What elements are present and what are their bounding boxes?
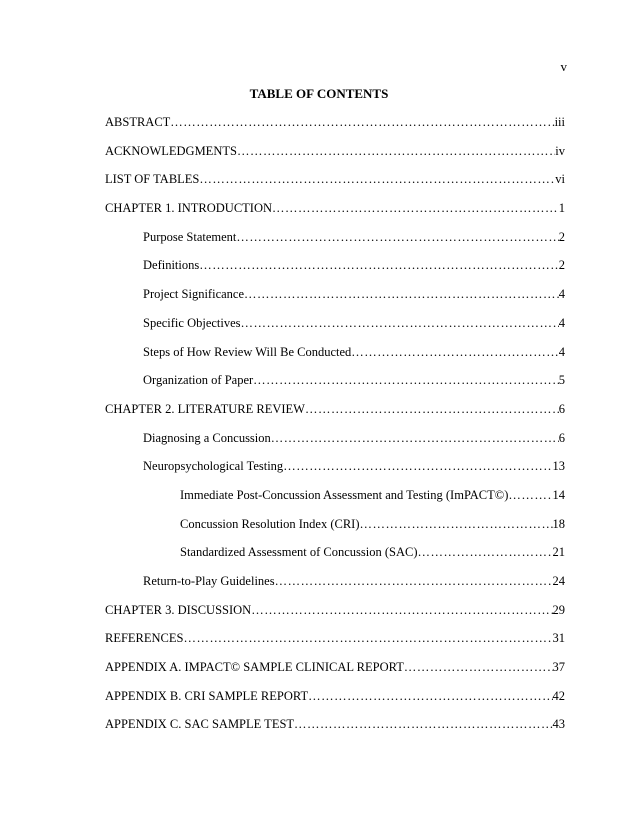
toc-entry[interactable] [105,688,565,717]
toc-entry-label: Definitions [143,258,200,273]
toc-entry-label: Specific Objectives [143,315,241,330]
toc-entry-label: Steps of How Review Will Be Conducted [143,344,352,359]
toc-entry-page: 24 [552,574,565,588]
toc-entry-label: Purpose Statement [143,229,237,244]
toc-entry[interactable] [105,229,565,258]
toc-entry-label: Return-to-Play Guidelines [143,574,275,588]
leader-dots [253,372,559,389]
toc-entry-label: APPENDIX B. CRI SAMPLE REPORT [105,688,309,703]
toc-entry-page: iii [554,115,565,129]
toc-entry[interactable] [105,458,565,487]
toc-entry[interactable] [105,200,565,229]
leader-dots [351,344,558,361]
toc-entry-label: CHAPTER 1. INTRODUCTION [105,201,273,216]
toc-entry-label: ACKNOWLEDGMENTS [105,143,237,158]
toc-entry[interactable] [105,430,565,459]
toc-entry-page: 4 [558,344,565,359]
toc-entry-label: Standardized Assessment of Concussion (SAC) [180,545,418,560]
leader-dots [283,458,552,475]
toc-entry-page: 5 [558,373,565,388]
toc-entry-page: 18 [552,516,565,531]
leader-dots [237,143,555,160]
toc-entry-label: APPENDIX A. IMPACT© SAMPLE CLINICAL REPORT [105,660,404,675]
leader-dots [360,516,553,533]
toc-entry[interactable] [105,257,565,286]
toc-entry-page: iv [555,143,565,158]
toc-entry[interactable] [105,716,565,745]
leader-dots [271,430,559,447]
leader-dots [170,114,554,131]
toc-entry-label: Diagnosing a Concussion [143,430,271,445]
leader-dots [508,487,552,504]
toc-title: TABLE OF CONTENTS [249,86,389,101]
leader-dots [244,286,559,303]
toc-entry-label: ABSTRACT [105,115,171,129]
leader-dots [184,630,553,647]
toc-entry[interactable] [105,315,565,344]
toc-entry-label: Concussion Resolution Index (CRI) [180,516,360,531]
toc-entry[interactable] [105,544,565,573]
toc-entry-page: 13 [552,459,565,474]
toc-entry-page: 37 [552,660,565,675]
leader-dots [199,257,559,274]
toc-entry[interactable] [105,401,565,430]
leader-dots [251,602,552,619]
leader-dots [294,716,552,733]
toc-entry[interactable] [105,114,565,143]
toc-entry-label: REFERENCES [105,631,184,646]
toc-entry-page: 4 [558,287,565,302]
toc-entry[interactable] [105,602,565,631]
toc-entry-label: Project Significance [143,287,245,302]
toc-entry-page: 2 [558,229,565,244]
toc-entry-page: 42 [552,688,565,703]
leader-dots [275,573,553,590]
toc-entry[interactable] [105,344,565,373]
toc-entry-page: 2 [558,258,565,273]
toc-entry[interactable] [105,630,565,659]
toc-entry-label: Immediate Post-Concussion Assessment and Testing (ImPACT©) [180,487,509,502]
toc-entry-page: 6 [558,401,565,416]
toc-entry-page: 29 [552,602,565,617]
toc-entry-label: APPENDIX C. SAC SAMPLE TEST [105,717,295,732]
toc-entry-label: Neuropsychological Testing [143,459,284,474]
toc-entry-page: 1 [558,201,565,216]
leader-dots [241,315,559,332]
toc-entry-page: vi [555,172,565,187]
leader-dots [308,688,552,705]
toc-entry[interactable] [105,143,565,172]
toc-entry-page: 14 [552,487,565,502]
page-number: v [560,59,567,74]
leader-dots [404,659,553,676]
toc-entry-page: 31 [552,631,565,646]
leader-dots [236,229,558,246]
toc-entry-page: 6 [558,430,565,445]
toc-entry-label: CHAPTER 2. LITERATURE REVIEW [105,401,305,416]
toc-entry[interactable] [105,171,565,200]
toc-list [105,114,565,745]
toc-entry-page: 43 [552,717,565,732]
toc-entry[interactable] [105,516,565,545]
toc-entry[interactable] [105,286,565,315]
toc-entry-label: LIST OF TABLES [105,172,200,187]
toc-entry-label: Organization of Paper [143,373,254,388]
leader-dots [199,171,555,188]
leader-dots [272,200,559,217]
leader-dots [305,401,559,418]
toc-entry[interactable] [105,659,565,688]
toc-entry-page: 4 [558,315,565,330]
toc-entry[interactable] [105,487,565,516]
toc-entry-label: CHAPTER 3. DISCUSSION [105,602,252,617]
toc-entry[interactable] [105,573,565,602]
toc-entry-page: 21 [552,545,565,560]
leader-dots [417,544,552,561]
toc-entry[interactable] [105,372,565,401]
